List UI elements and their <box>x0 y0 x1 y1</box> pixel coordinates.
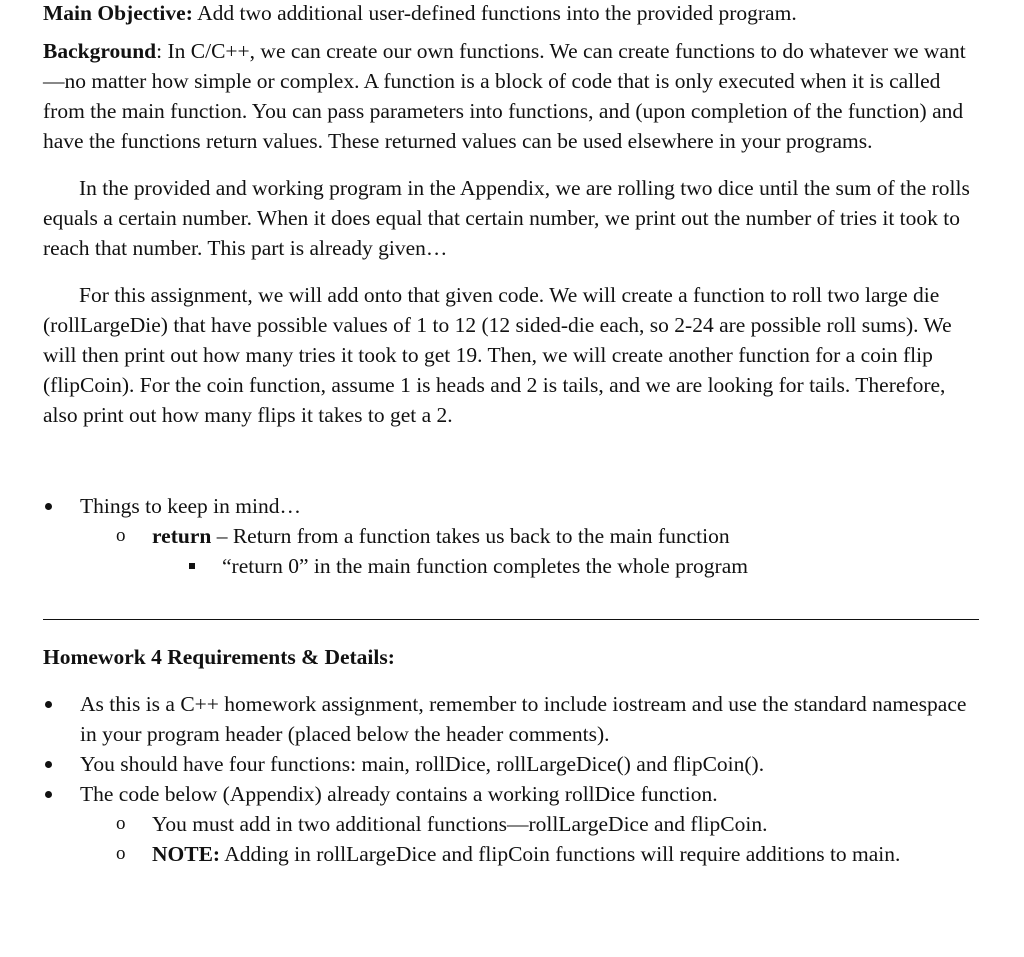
list-item <box>43 689 983 749</box>
assignment-description-paragraph: For this assignment, we will add onto that given code. We will create a function to roll two large die (rollLargeDie) that have possible values of 1 to 12 (12 sided-die each, so 2-24 are possible roll sums). We will then print out how many tries it took to get 19. Then, we will create another function for a coin flip (flipCoin). For the coin function, assume 1 is heads and 2 is tails, and we are looking for tails. Therefore, also print out how many flips it takes to get a 2. <box>43 283 952 427</box>
requirement-subtext: You must add in two additional functions—rollLargeDice and flipCoin. <box>152 812 768 836</box>
main-objective-text: Add two additional user-defined functions into the provided program. <box>192 1 797 25</box>
horizontal-divider <box>43 619 979 620</box>
hollow-bullet-icon: o <box>116 525 126 546</box>
bullet-icon <box>45 761 52 768</box>
list-item <box>43 779 983 809</box>
requirements-title: Homework 4 Requirements & Details: <box>43 645 395 669</box>
main-objective-label: Main Objective: <box>43 1 193 25</box>
main-objective-paragraph <box>43 0 983 28</box>
list-item <box>43 521 983 551</box>
note-text: Adding in rollLargeDice and flipCoin functions will require additions to main. <box>220 842 901 866</box>
bullet-icon <box>45 701 52 708</box>
document-page <box>43 0 983 869</box>
requirement-text: As this is a C++ homework assignment, remember to include iostream and use the standard namespace in your program header (placed below the header comments). <box>80 692 967 746</box>
return-description: – Return from a function takes us back to the main function <box>211 524 730 548</box>
background-text: : In C/C++, we can create our own functions. We can create functions to do whatever we want—no matter how simple or complex. A function is a block of code that is only executed when it is called from the main function. You can pass parameters into functions, and (upon completion of the function) and have the functions return values. These returned values can be used elsewhere in your programs. <box>43 39 966 153</box>
bullet-icon <box>45 503 52 510</box>
hollow-bullet-icon: o <box>116 813 126 834</box>
keep-in-mind-list <box>43 491 983 581</box>
hollow-bullet-icon: o <box>116 843 126 864</box>
return-zero-description: “return 0” in the main function completes the whole program <box>222 554 748 578</box>
appendix-description-paragraph: In the provided and working program in the Appendix, we are rolling two dice until the sum of the rolls equals a certain number. When it does equal that certain number, we print out the number of tries it took to reach that number. This part is already given… <box>43 176 970 260</box>
list-item <box>43 839 983 869</box>
list-item <box>43 809 983 839</box>
requirement-text: You should have four functions: main, rollDice, rollLargeDice() and flipCoin(). <box>80 752 765 776</box>
requirements-list <box>43 689 983 869</box>
keep-in-mind-heading: Things to keep in mind… <box>80 494 301 518</box>
background-label: Background <box>43 39 157 63</box>
background-paragraph <box>43 36 983 156</box>
return-keyword: return <box>152 524 212 548</box>
requirement-text: The code below (Appendix) already contains a working rollDice function. <box>80 782 718 806</box>
list-item <box>43 491 983 521</box>
square-bullet-icon <box>189 563 195 569</box>
note-label: NOTE: <box>152 842 221 866</box>
bullet-icon <box>45 791 52 798</box>
list-item <box>43 551 983 581</box>
list-item <box>43 749 983 779</box>
